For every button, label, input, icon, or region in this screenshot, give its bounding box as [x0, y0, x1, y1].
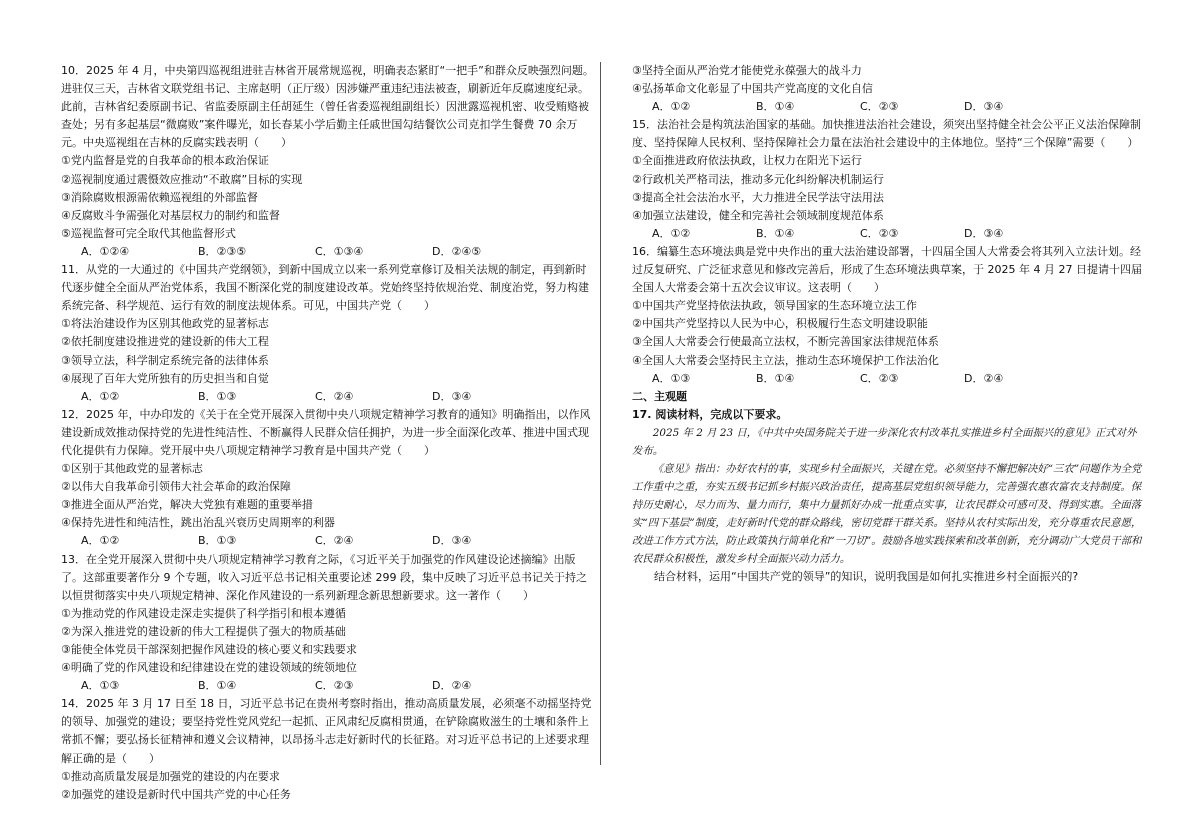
q15-option-3: ③提高全社会法治水平，大力推进全民学法守法用法 — [632, 190, 884, 204]
q10-stem: 10．2025 年 4 月，中央第四巡视组进驻吉林省开展常规巡视，明确表态紧盯“一把手”和群众反映强烈问题。进驻仅三天，吉林省文联党组书记、主席赵明（正厅级）因涉嫌严重违纪违法被查，刷新近年反腐速度纪录。此前，吉林省纪委原副书记、省监委原副主任胡延生（曾任省委巡视组副组长）因泄露巡视机密、收受贿赂被查处；另有多起基层“微腐败”案件曝光，如长春某小学后勤主任戚世国勾结餐饮公司克扣学生餐费 70 余万元。中央巡视组在吉林的反腐实践表明（ ） — [61, 64, 594, 150]
q13-option-1: ①为推动党的作风建设走深走实提供了科学指引和根本遵循 — [61, 606, 346, 620]
choice-a: A．①② — [81, 534, 120, 548]
q13-option-4: ④明确了党的作风建设和纪律建设在党的建设领域的统领地位 — [61, 661, 357, 675]
q14-option-1: ①推动高质量发展是加强党的建设的内在要求 — [61, 769, 280, 783]
q15-option-4: ④加强立法建设，健全和完善社会领域制度规范体系 — [632, 208, 884, 222]
q11-option-3: ③领导立法，科学制定系统完备的法律体系 — [61, 353, 269, 367]
q16-option-1: ①中国共产党坚持依法执政，领导国家的生态环境立法工作 — [632, 299, 917, 313]
q15-stem: 15．法治社会是构筑法治国家的基础。加快推进法治社会建设，须突出坚持健全社会公平正义法治保障制度、坚持保障人民权利、坚持保障社会力量在法治社会建设中的主体地位。坚持“三个保障”需要（ ） — [632, 118, 1141, 150]
choice-b: B．①③ — [198, 389, 237, 403]
choice-a: A．①②④ — [81, 244, 130, 258]
choice-b: B．①④ — [756, 371, 795, 385]
right-column — [632, 62, 1144, 586]
q12-stem: 12．2025 年，中办印发的《关于在全党开展深入贯彻中央八项规定精神学习教育的通知》明确指出，以作风建设新成效推动保持党的先进性纯洁性、不断赢得人民群众信任拥护，为进一步全面深化改革、推进中国式现代化提供有力保障。党开展中央八项规定精神学习教育是中国共产党（ ） — [61, 407, 591, 457]
choice-d: D．③④ — [964, 226, 1004, 240]
q12-choices — [61, 532, 594, 550]
q12-option-2: ②以伟大自我革命引领伟大社会革命的政治保障 — [61, 480, 291, 494]
choice-a: A．①② — [81, 389, 120, 403]
q16-choices — [632, 370, 1144, 388]
q16-option-2: ②中国共产党坚持以人民为中心，积极履行生态文明建设职能 — [632, 317, 928, 331]
q11-option-4: ④展现了百年大党所独有的历史担当和自觉 — [61, 371, 269, 385]
choice-c: C．②④ — [315, 534, 354, 548]
q14-choices — [632, 98, 1144, 116]
choice-b: B．②③⑤ — [198, 244, 247, 258]
q12-option-1: ①区别于其他政党的显著标志 — [61, 462, 203, 476]
q17-question: 结合材料，运用“中国共产党的领导”的知识，说明我国是如何扎实推进乡村全面振兴的? — [654, 569, 1079, 583]
choice-b: B．①④ — [198, 679, 237, 693]
q15-option-1: ①全面推进政府依法执政，让权力在阳光下运行 — [632, 154, 862, 168]
q13-stem: 13．在全党开展深入贯彻中央八项规定精神学习教育之际，《习近平关于加强党的作风建设论述摘编》出版了。这部重要著作分 9 个专题，收入习近平总书记相关重要论述 299 段，集中反映了习近平总书记关于持之以恒贯彻落实中央八项规定精神、深化作风建设的一系列新理念新思想新要求。这一著作（ ） — [61, 552, 587, 602]
choice-d: D．③④ — [432, 389, 472, 403]
choice-c: C．②③ — [860, 100, 899, 114]
q10-option-1: ①党内监督是党的自我革命的根本政治保证 — [61, 154, 269, 168]
q12-option-3: ③推进全面从严治党，解决大党独有难题的重要举措 — [61, 498, 313, 512]
choice-a: A．①③ — [652, 371, 691, 385]
choice-b: B．①④ — [756, 226, 795, 240]
q16-stem: 16．编纂生态环境法典是党中央作出的重大法治建设部署，十四届全国人大常委会将其列入立法计划。经过反复研究、广泛征求意见和修改完善后，形成了生态环境法典草案，于 2025 年 4 月 27 日提请十四届全国人大常委会第十五次会议审议。这表明（ ） — [632, 244, 1142, 295]
choice-c: C．②③ — [860, 371, 899, 385]
q17-material-paragraph: 2025 年 2 月 23 日，《中共中央国务院关于进一步深化农村改革扎实推进乡村全面振兴的意见》正式对外发布。 — [632, 426, 1137, 457]
choice-b: B．①③ — [198, 534, 237, 548]
choice-d: D．②④ — [432, 679, 472, 693]
q14-option-4: ④弘扬革命文化彰显了中国共产党高度的文化自信 — [632, 82, 873, 96]
q14-option-3: ③坚持全面从严治党才能使党永葆强大的战斗力 — [632, 64, 862, 77]
choice-a: A．①② — [652, 100, 691, 114]
choice-b: B．①④ — [756, 100, 795, 114]
choice-c: C．②③ — [860, 226, 899, 240]
column-divider — [600, 62, 601, 765]
q15-option-2: ②行政机关严格司法，推动多元化纠纷解决机制运行 — [632, 172, 884, 186]
q11-option-2: ②依托制度建设推进党的建设新的伟大工程 — [61, 335, 269, 349]
left-column — [61, 62, 594, 804]
q17-title: 17. 阅读材料，完成以下要求。 — [632, 407, 788, 421]
q11-choices — [61, 388, 594, 406]
choice-c: C．②③ — [315, 679, 354, 693]
section-heading: 二、主观题 — [632, 389, 687, 403]
choice-a: A．①③ — [81, 679, 120, 693]
q14-stem: 14．2025 年 3 月 17 日至 18 日，习近平总书记在贵州考察时指出，推动高质量发展，必须毫不动摇坚持党的领导、加强党的建设；要坚持党性党风党纪一起抓、正风肃纪反腐相贯通，在铲除腐败滋生的土壤和条件上常抓不懈；要弘扬长征精神和遵义会议精神，以昂扬斗志走好新时代的长征路。对习近平总书记的上述要求理解正确的是（ ） — [61, 697, 592, 765]
choice-a: A．①② — [652, 226, 691, 240]
q10-option-3: ③消除腐败根源需依赖巡视组的外部监督 — [61, 190, 258, 204]
q10-choices — [61, 243, 594, 261]
q10-option-4: ④反腐败斗争需强化对基层权力的制约和监督 — [61, 208, 280, 222]
q17-material-paragraph: 《意见》指出：办好农村的事，实现乡村全面振兴，关键在党。必须坚持不懈把解决好“三农”问题作为全党工作重中之重，夯实五级书记抓乡村振兴政治责任，提高基层党组织领导能力，完善强农惠农富农支持制度。保持历史耐心，尽力而为、量力而行，集中力量抓好办成一批重点实事，让农民群众可感可及、得到实惠。全面落实“四下基层”制度，走好新时代党的群众路线，密切党群干群关系。坚持从农村实际出发，充分尊重农民意愿，改进工作方式方法，防止政策执行简单化和“一刀切”。鼓励各地实践探索和改革创新，充分调动广大党员干部和农民群众积极性，激发乡村全面振兴动力活力。 — [632, 462, 1142, 565]
choice-d: D．③④ — [432, 534, 472, 548]
q16-option-4: ④全国人大常委会坚持民主立法，推动生态环境保护工作法治化 — [632, 353, 939, 367]
q16-option-3: ③全国人大常委会行使最高立法权，不断完善国家法律规范体系 — [632, 335, 939, 349]
choice-d: D．②④⑤ — [432, 244, 482, 258]
q13-option-2: ②为深入推进党的建设新的伟大工程提供了强大的物质基础 — [61, 624, 346, 638]
q10-option-2: ②巡视制度通过震慑效应推动“不敢腐”目标的实现 — [61, 172, 303, 186]
choice-d: D．③④ — [964, 100, 1004, 114]
q13-option-3: ③能使全体党员干部深刻把握作风建设的核心要义和实践要求 — [61, 643, 357, 656]
q14-option-2: ②加强党的建设是新时代中国共产党的中心任务 — [61, 787, 291, 801]
choice-c: C．①③④ — [315, 244, 364, 258]
q10-option-5: ⑤巡视监督可完全取代其他监督形式 — [61, 226, 236, 240]
q15-choices — [632, 225, 1144, 243]
q12-option-4: ④保持先进性和纯洁性，跳出治乱兴衰历史周期率的利器 — [61, 516, 335, 530]
choice-d: D．②④ — [964, 371, 1004, 385]
q11-stem: 11．从党的一大通过的《中国共产党纲领》，到新中国成立以来一系列党章修订及相关法规的制定，再到新时代逐步健全全面从严治党体系，我国不断深化党的制度建设改革。党始终坚持依规治党、制度治党，努力构建系统完备、科学规范、运行有效的制度法规体系。可见，中国共产党（ ） — [61, 263, 589, 313]
choice-c: C．②④ — [315, 389, 354, 403]
q11-option-1: ①将法治建设作为区别其他政党的显著标志 — [61, 317, 269, 331]
q13-choices — [61, 677, 594, 695]
